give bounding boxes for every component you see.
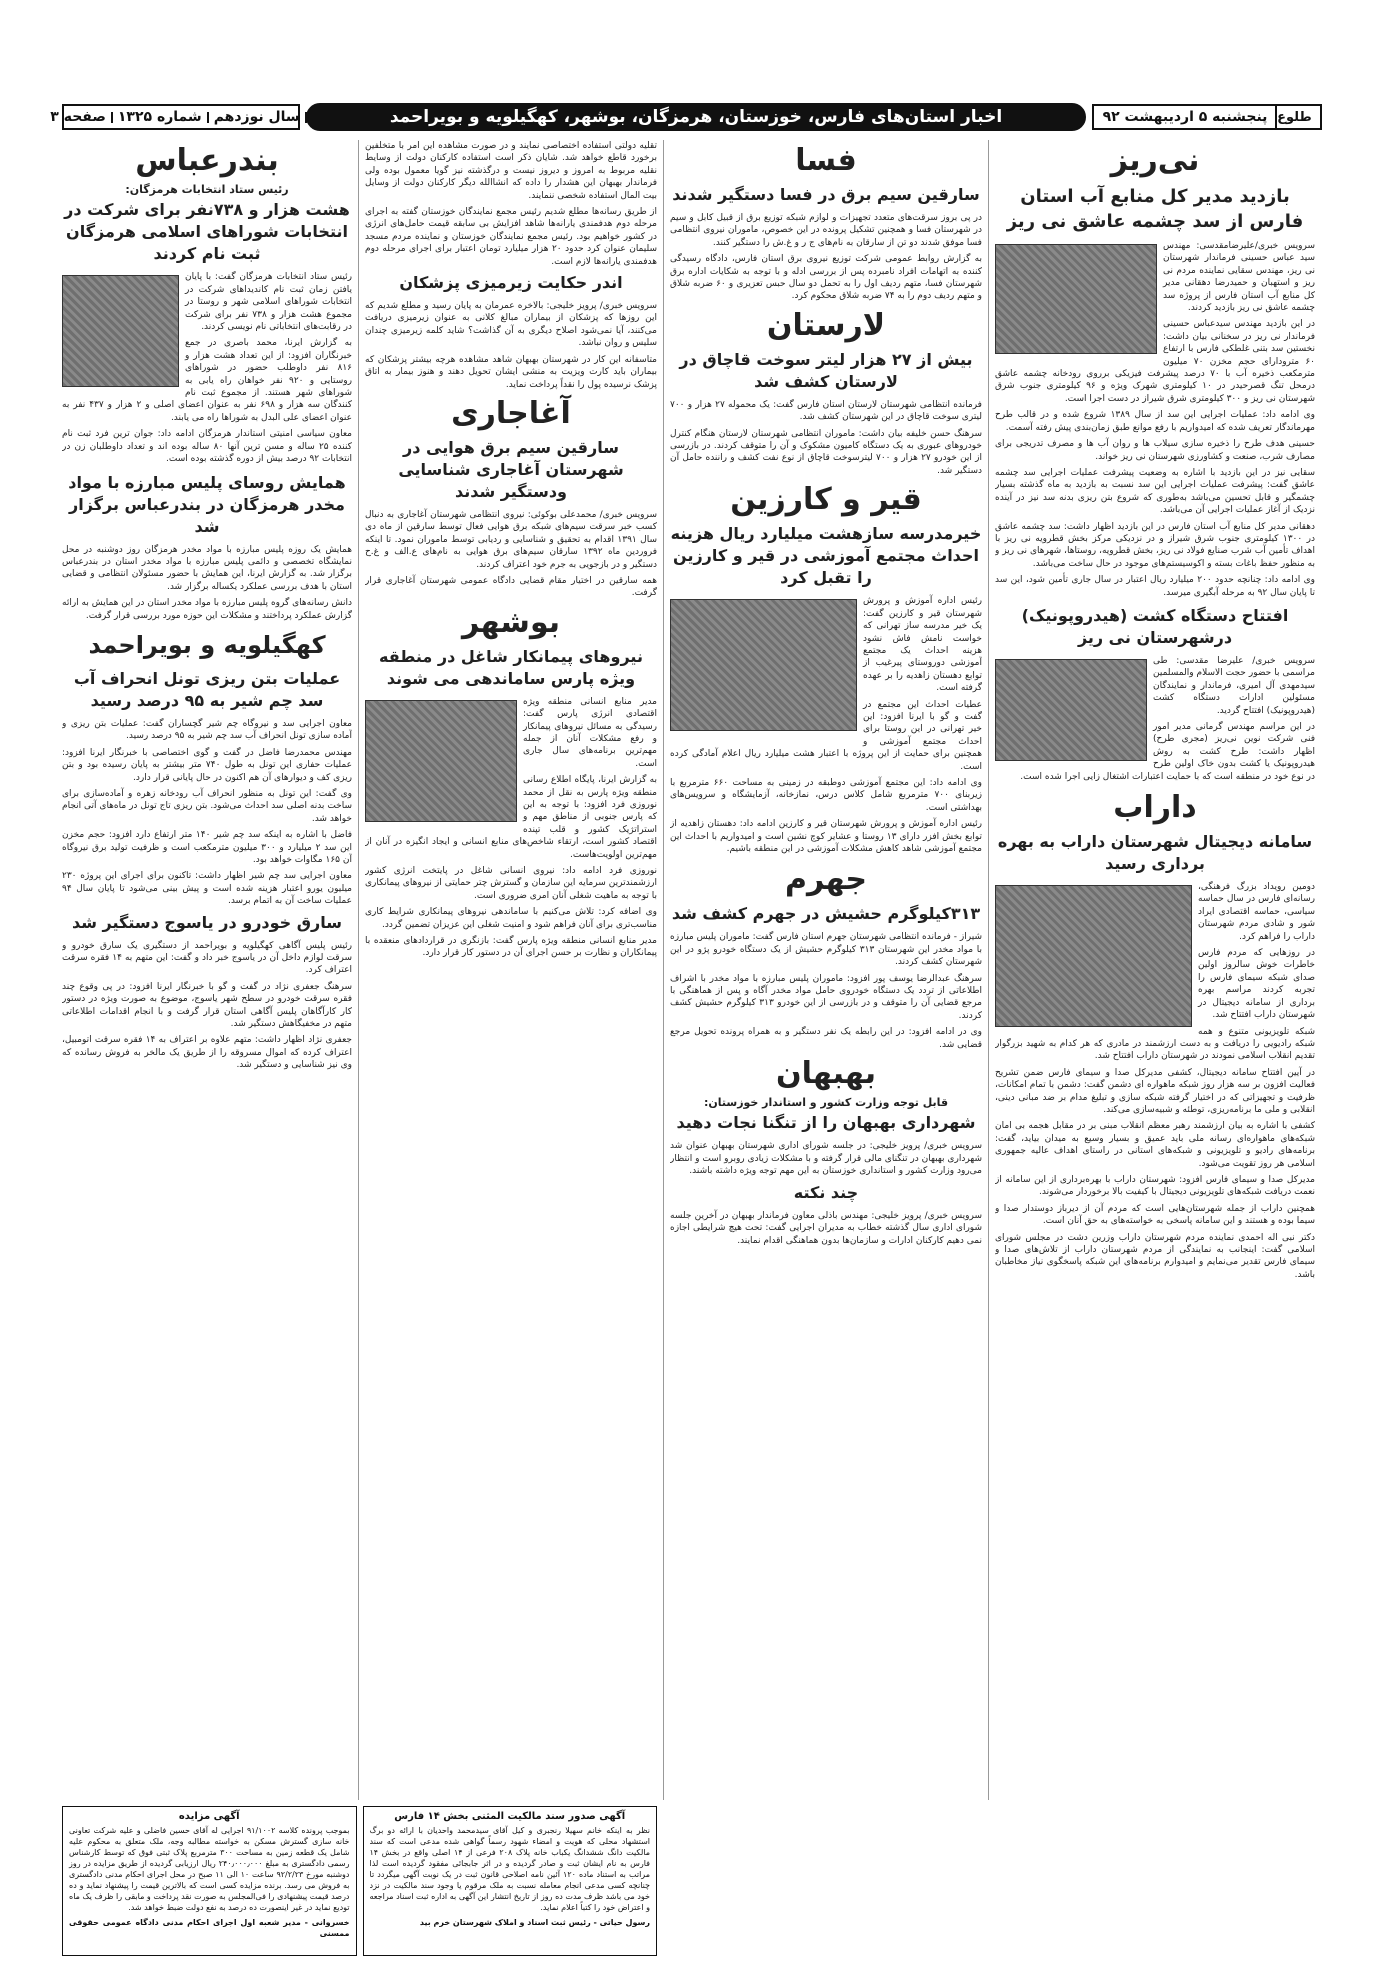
- article-text: مهندس محمدرضا فاضل در گفت و گوی اختصاصی با خبرنگار ایرنا افزود: عملیات حفاری این تونل به طول ۷۴۰ متر بیشتر به پایان رسیده بود و بتن ریزی کف و دیوارهای آن هم اکنون در حال پایانی قرار دارد.: [62, 747, 352, 783]
- photo-dam-visit: [995, 244, 1157, 354]
- photo-darab-ceremony: [995, 885, 1192, 1027]
- article-text: سقایی نیز در این بازدید با اشاره به وضعیت پیشرفت عملیات اجرایی سد چشمه عاشق گفت: پیشرفت عملیات اجرایی این سد نسبت به بازدید به ماه گذشته بسیار چشمگیر و قابل تحسین می‌باشد به‌طوری که شروع بتن ریزی بدنه سد نیز در آینده نزدیک از آغاز عملیات اجرایی آن می‌باشد.: [995, 467, 1315, 516]
- square-bullet-icon: [207, 112, 209, 123]
- column-divider: [663, 140, 664, 1800]
- notice-signature: رسول حیاتی - رئیس ثبت اسناد و املاک شهرستان خرم بید: [419, 1918, 650, 1927]
- kicker-election: رئیس ستاد انتخابات هرمزگان:: [125, 183, 289, 196]
- headline-hydroponic: افتتاح دستگاه کشت (هیدروپونیک) درشهرستان نی ریز: [1021, 605, 1289, 647]
- column-1: [995, 140, 1315, 1800]
- year-label: سال نوزدهم: [213, 109, 300, 125]
- article-text: به گزارش روابط عمومی شرکت توزیع نیروی برق استان فارس، دادگاه رسیدگی کننده به اتهامات افراد نامبرده پس از بررسی ادله و با توجه به شکایات اداره برق شهرستان فسا، متهم ردیف اول را به تحمل دو سال حبس تعزیری و ۶۰ ضربه شلاق و متهم ردیف دوم را به ۷۴ ضربه شلاق محکوم کرد.: [670, 254, 982, 302]
- article-text: نوروزی فرد ادامه داد: نیروی انسانی شاغل در پایتخت انرژی کشور ارزشمندترین سرمایه این سازمان و گسترش چتر حمایتی از نیروهای پیمانکاری با توجه به ماهیت شغلی آنان امری ضروری است.: [365, 866, 657, 901]
- article-text: مدیر منابع انسانی منطقه ویژه اقتصادی انرژی پارس گفت: رسیدگی به مسائل نیروهای پیمانکار و رفع مشکلات آنان از جمله مهم‌ترین برنامه‌های سال جاری است.: [523, 696, 657, 769]
- section-title-neyriz: نی‌ریز: [1110, 143, 1200, 178]
- article-text: حسینی هدف طرح را ذخیره سازی سیلاب ها و روان آب ها و مصرف تدریجی برای مصارف شرب، صنعت و کشاورزی شهرستان نی ریز خواند.: [995, 439, 1315, 462]
- column-3: [365, 140, 657, 1800]
- article-text: وی ادامه داد: این مجتمع آموزشی دوطبقه در زمینی به مساحت ۶۶۰ مترمربع با زیربنای ۷۰۰ مترمربع شامل کلاس درس، نمازخانه، آزمایشگاه و سرویس‌های بهداشتی است.: [670, 777, 982, 813]
- article-text: مدیر منابع انسانی منطقه ویژه پارس گفت: بازنگری در قراردادهای منعقده با پیمانکاران و نظارت بر حسن اجرای آن در دستور کار قرار دارد.: [365, 936, 657, 959]
- article-text: دهقانی مدیر کل منابع آب استان فارس در این بازدید اظهار داشت: سد چشمه عاشق در ۱۳۰۰ کیلومتری جنوب شرق شیراز و در نزدیکی مرکز بخش قطرویه نی ریز با اهداف تأمین آب شرب صنایع فولاد نی ریز، بخش قطرویه، روستاها، شهرهای نی ریز و به منظور حفظ باغات بسته و اکوسیستم‌های موجود در حال ساخت می‌باشد.: [995, 521, 1315, 569]
- issue-info-box: [50, 104, 300, 130]
- square-bullet-icon: [305, 112, 307, 123]
- article-text: سرویس خبری/علیرضامقدسی: مهندس سید عباس حسینی فرماندار شهرستان نی ریز، مهندس سقایی نماینده مردم نی ریز و استهبان و حمیدرضا دهقانی مدیر کل منابع آب استان فارس از پروژه سد چشمه عاشق نی ریز بازدید کردند.: [1163, 241, 1315, 314]
- headline-fasa-theft: سارقین سیم برق در فسا دستگیر شدند: [672, 185, 980, 204]
- notice-body: نظر به اینکه خانم سهیلا رنجبری و کیل آقای سیدمحمد واحدیان با ارائه دو برگ استشهاد محلی که هویت و امضاء شهود رسماً گواهی شده مدعی است که سند مالکیت دانگ ششدانگ یکباب خانه پلاک ۲۰۸ فرعی از ۱۴ اصلی واقع در بخش ۱۴ فارس به نام ایشان ثبت و صادر گردیده و در اثر جابجائی مفقود گردیده است لذا مراتب به استناد ماده ۱۲۰ آئین نامه اصلاحی قانون ثبت در یک نوبت آگهی میگردد تا چنانچه کسی مدعی انجام معامله نسبت به ملک مرقوم یا وجود سند مالکیت در نزد خود می باشد ظرف مدت ده روز از تاریخ انتشار این آگهی به اداره ثبت اسناد مراجعه و اعتراض خود را کتباً اعلام نماید.: [369, 1826, 651, 1912]
- newspaper-logo: طلوع: [1275, 106, 1311, 128]
- headline-car-thief: سارق خودرو در یاسوج دستگیر شد: [71, 912, 342, 932]
- section-title-fasa: فسا: [795, 143, 857, 178]
- article-text: سرویس خبری/ علیرضا مقدسی: طی مراسمی با حضور حجت الاسلام والمسلمین سیدمهدی آل امیری، فرماندار و نمایندگان مسئولین ادارات دستگاه کشت (هیدروپونیک) افتتاح گردید.: [1153, 655, 1315, 716]
- article-text: شیراز - فرمانده انتظامی شهرستان جهرم استان فارس گفت: ماموران پلیس مبارزه با مواد مخدر این شهرستان ۳۱۳ کیلوگرم حشیش از یک دستگاه خودرو پژو در این شهرستان کشف کردند.: [670, 932, 982, 968]
- article-text: شبکه تلویزیونی متنوع و همه شبکه رادیویی را دریافت و به دست ارزشمند در مادری که هر کدام به شهید بزرگوار تقدیم انقلاب اسلامی نمودند در شهرستان داراب افتتاح شد.: [995, 1026, 1315, 1062]
- article-text: عطیات احداث این مجتمع در گفت و گو با ایرنا افزود: این خیر تهرانی در این روستا برای احداث مجتمع آموزشی و همچنین برای حمایت از این پروژه با اعتبار هشت میلیارد ریال اعلام آمادگی کرده است.: [670, 699, 982, 772]
- article-text: فاضل با اشاره به اینکه سد چم شیر ۱۴۰ متر ارتفاع دارد افزود: حجم مخزن این سد ۲ میلیارد و ۳۰۰ میلیون مترمکعب است و ظرفیت تولید برق نیروگاه آن ۱۶۵ مگاوات خواهد بود.: [62, 830, 352, 865]
- section-title-aghajari: آغاجاری: [451, 395, 571, 431]
- issue-date-box: [1092, 104, 1322, 130]
- article-text: وی ادامه داد: عملیات اجرایی این سد از سال ۱۳۸۹ شروع شده و در قالب طرح مهرماندگار تعریف شده که امیدواریم با رفع موانع طبق زمان‌بندی پیش رفته آسمت.: [995, 410, 1315, 433]
- section-title-behbahan: بهبهان: [776, 1056, 876, 1092]
- headline-doctors: اندر حکایت زیرمیزی پزشکان: [399, 273, 623, 293]
- notice-signature: خسروانی - مدیر شعبه اول اجرای احکام مدنی دادگاه عمومی حقوقی ممسنی: [69, 1918, 350, 1938]
- issue-number: شماره ۱۳۲۵: [117, 109, 202, 125]
- article-text: وی در ادامه افزود: در این رابطه یک نفر دستگیر و به همراه پرونده تحویل مرجع قضایی شد.: [670, 1027, 982, 1050]
- article-text: رئیس ستاد انتخابات هرمزگان گفت: با پایان یافتن زمان ثبت نام کاندیداهای شرکت در انتخابات شوراهای اسلامی شهر و روستا در مجموع هشت هزار و ۷۳۸ نفر برای شرکت در رقابت‌های انتخاباتی نام نویسی کردند.: [185, 272, 352, 333]
- legal-notices: [62, 1806, 657, 1956]
- headline-chamshir-tunnel: عملیات بتن ریزی تونل انحراف آب سد چم شیر به ۹۵ درصد رسید: [73, 668, 341, 710]
- kicker-behbahan: قابل توجه وزارت کشور و استاندار خوزستان:: [703, 1096, 949, 1110]
- notice-auction: [62, 1806, 357, 1956]
- article-text: معاون سیاسی امنیتی استاندار هرمزگان ادامه داد: جوان ترین فرد ثبت نام کننده ۲۵ ساله و مسن ترین آنها ۸۰ ساله بوده اند و تعداد داوطلبان زن در انتخابات ۹۲ درصد بیش از دوره گذشته بوده است.: [62, 429, 352, 465]
- section-title-bushehr: بوشهر: [461, 604, 561, 640]
- article-text: کشفی با اشاره به بیان ارزشمند رهبر معظم انقلاب مبنی بر در مقابل هجمه بی امان شبکه‌های ماهواره‌ای رسانه ملی باید عمیق و بسیار وسیع به میدان بیاید، گفت: برنامه‌های رادیو و تلویزیونی و شبکه‌های استانی در راستای اهداف عالیه جمهوری اسلامی هر روز تقویت می‌شود.: [995, 1121, 1315, 1169]
- article-text: وی گفت: این تونل به منظور انحراف آب رودخانه زهره و آماده‌سازی برای ساخت بدنه اصلی سد احداث می‌شود. بتن ریزی تاج تونل در ماه‌های آتی انجام خواهد شد.: [62, 788, 352, 824]
- notice-title: آگهی مزایده: [178, 1811, 240, 1822]
- article-text: وی ادامه داد: چنانچه حدود ۲۰۰ میلیارد ریال اعتبار در سال جاری تأمین شود، این سد تا پایان سال ۹۲ به مرحله آبگیری میرسد.: [995, 575, 1315, 598]
- notice-title: آگهی صدور سند مالکیت المثنی بخش ۱۴ فارس: [394, 1811, 626, 1822]
- headline-darab-digital: سامانه دیجیتال شهرستان داراب به بهره برداری رسید: [997, 832, 1313, 874]
- column-divider: [358, 140, 359, 1800]
- photo-school-ceremony: [670, 599, 857, 731]
- article-text: همچنین داراب از جمله شهرستان‌هایی است که مردم آن از دیرباز دوستدار صدا و سیما بوده و هستند و این سامانه پاسخی به خواسته‌های به حق آنان است.: [995, 1203, 1315, 1227]
- section-title-kohgiluyeh: کهگیلویه و بویراحمد: [88, 630, 326, 659]
- page-header: [50, 102, 1322, 132]
- article-text: سرویس خبری/ پرویز خلیجی: در جلسه شورای اداری شهرستان بهبهان عنوان شد شهرداری بهبهان در تنگنای مالی قرار گرفته و با مشکلات زیادی روبرو است و انتظار می‌رود وزارت کشور و استانداری خوزستان به این مهم توجه ویژه داشته باشند.: [670, 1141, 982, 1177]
- article-text: در آیین افتتاح سامانه دیجیتال، کشفی مدیرکل صدا و سیمای فارس ضمن تشریح فعالیت افزون بر سه هزار روز شبکه ماهواره ای دشمن گفت: دشمن با تمام امکانات، ظرفیت و تجهیزاتی که در اختیار گرفته شبکه سازی و تبلیغ مدام بر ضد مبانی دینی، انقلابی و ملی ما برنامه‌ریزی، توطئه و شبیه‌سازی می‌کند.: [995, 1067, 1315, 1115]
- article-text: رئیس پلیس آگاهی کهگیلویه و بویراحمد از دستگیری یک سارق خودرو و سرقت لوازم داخل آن در یاسوج خبر داد و گفت: این متهم به ۱۴ فقره سرقت اعتراف کرد.: [62, 940, 352, 976]
- article-text: دومین رویداد بزرگ فرهنگی، رسانه‌ای فارس در سال حماسه سیاسی، حماسه اقتصادی ایراد شور و شادی مردم شهرستان داراب را فراهم کرد.: [1198, 882, 1315, 942]
- article-text: جعفری نژاد اظهار داشت: متهم علاوه بر اعتراف به ۱۴ فقره سرقت اتومبیل، اعتراف کرده که اموال مسروقه را از طریق یک مالخر به فروش رسانده که وی نیز شناسایی و دستگیر شد.: [62, 1035, 352, 1071]
- column-4: [62, 140, 352, 1800]
- notice-body: بموجب پرونده کلاسه ۹۱/۱۰۰۲ اجرایی له آقای حسین فاضلی و علیه شرکت تعاونی خانه سازی گسترش مسکن به خواسته مطالبه وجه، ملک متعلق به محکوم علیه شامل یک قطعه زمین به مساحت ۳۰۰ مترمربع پلاک ثبتی فوق که توسط کارشناس رسمی دادگستری به مبلغ ۲۴۰٫۰۰۰٫۰۰۰ ریال ارزیابی گردیده از طریق مزایده در روز دوشنبه مورخ ۹۲/۲/۲۳ ساعت ۱۰ الی ۱۱ صبح در محل اجرای احکام مدنی دادگستری به فروش می رسد. برنده مزایده کسی است که بالاترین قیمت را پیشنهاد نماید و ده درصد قیمت پیشنهادی را فی‌المجلس به صورت نقد پرداخت و مابقی را ظرف یک ماه تودیع نماید در غیر اینصورت ده درصد به نفع دولت ضبط خواهد شد.: [69, 1826, 350, 1912]
- article-text: در روزهایی که مردم فارس خاطرات خوش سالروز اولین صدای شبکه سیمای فارس را تجربه کردند مراسم بهره برداری از سامانه دیجیتال در شهرستان داراب افتتاح شد.: [1198, 948, 1315, 1021]
- article-text: سرهنگ حسن خلیفه بیان داشت: ماموران انتظامی شهرستان لارستان هنگام کنترل خودروهای عبوری به یک دستگاه کامیون مشکوک و آن را متوقف کردند. در بازرسی از این خودرو ۲۷ هزار و ۷۰۰ لیترسوخت قاچاق از نوع نفت کشف و راننده حامل آن دستگیر شد.: [670, 428, 982, 476]
- article-text: سرویس خبری/ پرویز خلیجی: مهندس باذلی معاون فرماندار بهبهان در آخرین جلسه شورای اداری سال گذشته خطاب به مدیران اجرایی گفت: تحت هیچ شرایطی اجازه نمی دهیم کارکنان ادارات و سازمان‌ها بدون هماهنگی اقدام نمایند.: [670, 1210, 982, 1246]
- section-title-darab: داراب: [1113, 790, 1197, 826]
- article-text: معاون اجرایی سد و نیروگاه چم شیر گچساران گفت: عملیات بتن ریزی و آماده سازی تونل انحراف آب سد چم شیر به ۹۵ درصد رسید.: [62, 718, 352, 742]
- article-text: از طریق رسانه‌ها مطلع شدیم رئیس مجمع نمایندگان خوزستان گفته به اجرای مرحله دوم هدفمندی یارانه‌ها شاهد افزایش بی سابقه قیمت حامل‌های انرژی در کشور خواهیم بود. رئیس مجمع نمایندگان خوزستان و نماینده مردم مسجد سلیمان عنوان کرد حدود ۲۰ هزار میلیارد تومان اعتبار برای اجرای مرحله دوم هدفمندی یارانه‌ها لازم است.: [365, 207, 657, 267]
- article-text: در این مراسم مهندس گرمانی مدیر امور فنی شرکت نوین نی‌ریز (مجری طرح) اظهار داشت: طرح کشت به روش هیدروپونیک یا کشت بدون خاک اولین طرح در نوع خود در منطقه است که با حمایت اعتبارات اشتغال زایی اجرا شده است.: [1020, 722, 1315, 782]
- article-text: به گزارش ایرنا، محمد باصری در جمع خبرنگاران افزود: از این تعداد هشت هزار و ۸۱۶ نفر داوطلب حضور در شوراهای روستایی و ۹۲۰ نفر خواهان راه یابی به شوراهای شهر هستند. از مجموع ثبت نام کنندگان سه هزار و ۶۹۸ نفر به عنوان اعضای اصلی و ۲ هزار و ۴۳۷ نفر به عنوان اعضای علی البدل به شوراها راه می یابند.: [62, 338, 352, 423]
- notice-duplicate-deed: [363, 1806, 658, 1956]
- photo-hr-manager: [365, 700, 517, 822]
- article-text: فرمانده انتظامی شهرستان لارستان استان فارس گفت: یک محموله ۲۷ هزار و ۷۰۰ لیتری سوخت قاچاق در این شهرستان کشف شد.: [670, 399, 982, 423]
- article-text: سرویس خبری/ پرویز خلیجی: بالاخره عمرمان به پایان رسید و مطلع شدیم که این روزها که پزشکان از بیماران مبالغ کلانی به عنوان زیرمیزی دریافت می‌کنند، آیا نمی‌شود اصلاح دیگری به آن گذاشت؟ شاید کلمه زیرمیزی چندان سلیس و روان نباشد.: [365, 301, 657, 349]
- article-text: تقلیه دولتی استفاده اختصاصی نمایند و در صورت مشاهده این امر با متخلفین برخورد قاطع خواهد شد. شایان ذکر است استفاده کارکنان دولت از وسایط نقلیه مربوط به امروز و دیروز نیست و درگذشته نیز گویا معمول بوده ولی فرماندار بهبهان این هشدار را داده که انشاالله دیگر کارکنان دولت از وسایل بیت المال استفاده شخصی ننمایند.: [365, 141, 657, 201]
- headline-larestan-fuel: بیش از ۲۷ هزار لیتر سوخت قاچاق در لارستان کشف شد: [679, 349, 973, 391]
- headline-election-registration: هشت هزار و ۷۳۸نفر برای شرکت در انتخابات شوراهای اسلامی هرمزگان ثبت نام کردند: [64, 200, 350, 264]
- headline-pars-contractors: نیروهای پیمانکار شاغل در منطقه ویژه پارس ساماندهی می شوند: [379, 646, 643, 688]
- article-text: دکتر نبی اله احمدی نماینده مردم شهرستان داراب وزرین دشت در مجلس شورای اسلامی گفت: اینجانب به نمایندگی از مردم شهرستان داراب از تلاش‌های صدا و سیمای فارس تقدیر می‌نمایم و امیدوارم برنامه‌های این شبکه پاسخگوی نیاز مخاطبان باشد.: [995, 1232, 1315, 1280]
- section-title-larestan: لارستان: [766, 307, 886, 343]
- article-text: سرهنگ جعفری نژاد در گفت و گو با خبرنگار ایرنا افزود: در پی وقوع چند فقره سرقت خودرو در سطح شهر یاسوج، موضوع به صورت ویژه در دستور کار کارآگاهان پلیس آگاهی استان قرار گرفت و با انجام اقدامات اطلاعاتی متهم در مخفیگاهش دستگیر شد.: [62, 981, 352, 1030]
- headline-aghajari-theft: سارقین سیم برق هوایی در شهرستان آغاجاری شناسایی ودستگیر شدند: [398, 437, 624, 501]
- issue-date: پنجشنبه ۵ اردیبهشت ۹۲: [1102, 109, 1268, 125]
- section-title-jahrom: جهرم: [784, 862, 868, 898]
- article-text: همایش یک روزه پلیس مبارزه با مواد مخدر هرمزگان روز دوشنبه در محل نمایشگاه تخصصی و دائمی پلیس مبارزه با مواد مخدر استان در بندرعباس برگزار شد. به گزارش ایرنا، این همایش با حضور مسئولان انتظامی و قضایی استان با هدف بررسی عملکرد یکساله برگزار شد.: [62, 544, 352, 592]
- article-text: رئیس اداره آموزش و پرورش شهرستان قیر و کارزین ادامه داد: دهستان زاهدیه از توابع بخش افزر دارای ۱۳ روستا و عشایر کوچ نشین است و امیدواریم با احداث این مجتمع آموزشی شاهد کاهش مشکلات آموزشی در این منطقه باشیم.: [670, 819, 982, 854]
- article-text: وی اضافه کرد: تلاش می‌کنیم با ساماندهی نیروهای پیمانکاری شرایط کاری مناسب‌تری برای آنان فراهم شود و امنیت شغلی این عزیزان تضمین گردد.: [365, 907, 657, 930]
- section-title-bandar-abbas: بندرعباس: [135, 143, 279, 178]
- article-text: در پی بروز سرقت‌های متعدد تجهیزات و لوازم شبکه توزیع برق از قبیل کابل و سیم در شهرستان فسا و همچنین تشکیل پرونده در این خصوص، ماموران نیروی انتظامی فسا موفق شدند دو تن از سارقان به نام‌های ج ر و غ.ش را دستگیر کنند.: [670, 213, 982, 248]
- article-text: در این بازدید مهندس سیدعباس حسینی فرماندار نی ریز در سخنانی بیان داشت: نخستین سد بتنی غلطکی فارس با ارتفاع ۶۰ مترودارای حجم مخزن ۷۰ میلیون مترمکعب ذخیره آب با ۷۰ درصد پیشرفت فیزیکی برروی رودخانه چشمه عاشق درمحل تنگ قصرحیدر در ۱۰ کیلومتری شهرک ویژه و ۹۶ کیلومتری جنوب شرق شهرستان نی ریز و ۳۰۰ کیلومتری شرق شیراز در دست اجرا است.: [995, 319, 1315, 404]
- section-title-qir-karzin: قیر و کارزین: [730, 482, 922, 518]
- headline-jahrom-drugs: ۳۱۳کیلوگرم حشیش در جهرم کشف شد: [671, 904, 981, 924]
- article-text: سرویس خبری/ محمدعلی بوکوئی: نیروی انتظامی شهرستان آغاجاری به دنبال کسب خبر سرقت سیم‌های شبکه برق هوایی فعال توسط سارقین از ماه دی سال ۱۳۹۱ اقدام به تحقیق و شناسایی و ردیابی توسط ماموران نمود. تا اینکه فروردین ماه ۱۳۹۲ سارقان سیم‌های برق هوایی به نام‌های ع.الف و غ.ح دستگیر و در بازجویی به جرم خود اعتراف کردند.: [365, 509, 657, 570]
- article-text: دانش رسانه‌های گروه پلیس مبارزه با مواد مخدر استان در این همایش به ارائه گزارش عملکرد پرداختند و مشکلات این حوزه مورد بررسی قرار گرفت.: [62, 598, 352, 621]
- section-banner: اخبار استان‌های فارس، خوزستان، هرمزگان، بوشهر، کهگیلویه و بویراحمد: [306, 103, 1086, 131]
- photo-election-official: [62, 275, 179, 387]
- article-text: همه سارقین در اختیار مقام قضایی دادگاه عمومی شهرستان آغاجاری قرار گرفت.: [365, 575, 657, 599]
- headline-few-points: چند نکته: [793, 1182, 859, 1202]
- page-number: صفحه ۳: [50, 109, 106, 125]
- column-2: [670, 140, 982, 1800]
- headline-police-conference: همایش روسای پلیس مبارزه با مواد مخدر هرمزگان در بندرعباس برگزار شد: [68, 472, 346, 536]
- headline-behbahan-municipality: شهرداری بهبهان را از تنگنا نجات دهید: [676, 1113, 976, 1133]
- headline-school-donor: خیرمدرسه سازهشت میلیارد ریال هزینه احداث مجتمع آموزشی در قیر و کارزین را تقبل کرد: [670, 524, 982, 588]
- article-text: معاون اجرایی سد چم شیر اظهار داشت: تاکنون برای اجرای این پروژه ۲۳۰ میلیون یورو اعتبار هزینه شده است و پیش بینی می‌شود تا پایان سال ۹۴ عملیات ساخت آن به اتمام برسد.: [62, 871, 352, 907]
- square-bullet-icon: [111, 112, 113, 123]
- column-divider: [988, 140, 989, 1800]
- article-text: سرهنگ عبدالرضا یوسف پور افزود: ماموران پلیس مبارزه با مواد مخدر با اشراف اطلاعاتی از تردد یک دستگاه خودروی حامل مواد مخدر آگاه و پس از هماهنگی با مرجع قضایی آن را متوقف و در بازرسی از این خودرو ۳۱۳ کیلوگرم حشیش کشف کردند.: [670, 973, 982, 1021]
- headline-dam-visit: بازدید مدیر کل منابع آب استان فارس از سد چشمه عاشق نی ریز: [1006, 186, 1304, 232]
- article-text: مدیرکل صدا و سیمای فارس افزود: شهرستان داراب با بهره‌برداری از این سامانه از نعمت دریافت شبکه‌های تلویزیونی دیجیتال با کیفیت بالا برخوردار می‌شوند.: [995, 1174, 1315, 1198]
- article-text: به گزارش ایرنا، پایگاه اطلاع رسانی منطقه ویژه پارس به نقل از محمد نوروزی فرد افزود: با توجه به این که پارس جنوبی از مناطق مهم و استراتژیک کشور و قلب تپنده اقتصاد کشور است، ارتقاء شاخص‌های منابع انسانی و ایجاد انگیزه در آنان از مهم‌ترین اولویت‌هاست.: [365, 775, 657, 860]
- article-text: رئیس اداره آموزش و پرورش شهرستان قیر و کارزین گفت: یک خیر مدرسه ساز تهرانی که خواست نامش فاش نشود هزینه احداث یک مجتمع آموزشی دوروستای پیرغیب از توابع دهستان زاهدیه را بر عهده گرفته است.: [863, 596, 982, 694]
- article-text: متاسفانه این کار در شهرستان بهبهان شاهد مشاهده هرچه بیشتر پزشکان که بیماران باید کارت ویزیت به منشی ایشان تحویل دهند و هنوز بیمار به اتاق پزشک نرسیده پول را نقداً پرداخت نماید.: [365, 354, 657, 390]
- photo-hydroponic: [995, 659, 1147, 761]
